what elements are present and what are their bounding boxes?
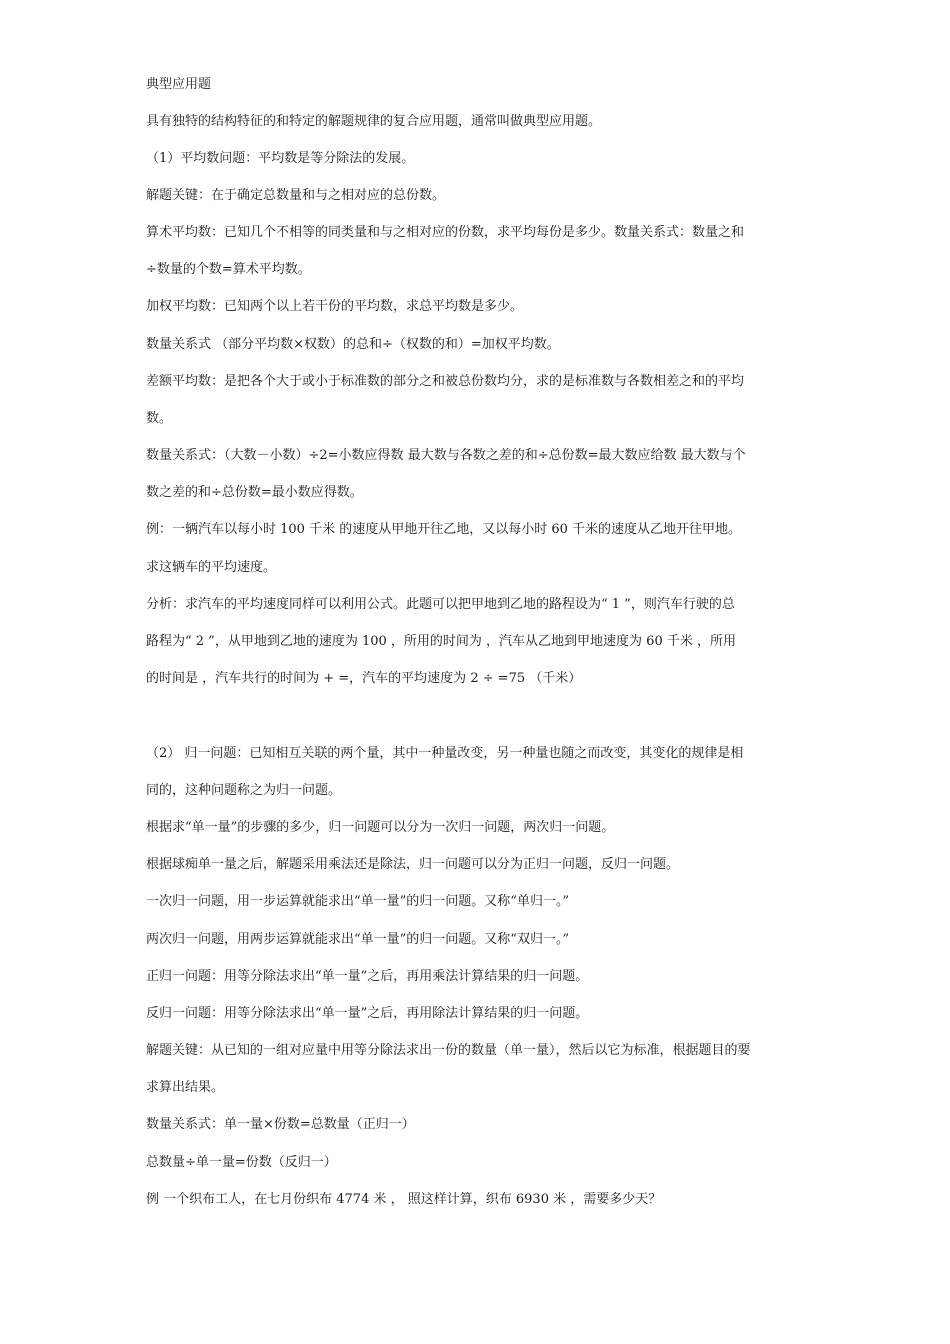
doc-line: 根据球痴单一量之后，解题采用乘法还是除法，归一问题可以分为正归一问题，反归一问题。 — [146, 857, 680, 872]
doc-line: 差额平均数：是把各个大于或小于标准数的部分之和被总份数均分，求的是标准数与各数相差之和的平均 — [146, 374, 745, 389]
doc-line: 两次归一问题，用两步运算就能求出“单一量”的归一问题。又称“双归一。” — [146, 932, 570, 947]
doc-line: 总数量÷单一量=份数（反归一） — [146, 1155, 337, 1170]
section-heading: （2） 归一问题：已知相互关联的两个量，其中一种量改变，另一种量也随之而改变，其变化的规律是相 — [146, 746, 744, 761]
doc-line: 数。 — [146, 411, 173, 426]
doc-line: 根据求“单一量”的步骤的多少，归一问题可以分为一次归一问题，两次归一问题。 — [146, 820, 615, 835]
doc-line: 解题关键：从已知的一组对应量中用等分除法求出一份的数量（单一量），然后以它为标准，根据题目的要 — [146, 1043, 751, 1058]
doc-line: 求算出结果。 — [146, 1080, 225, 1095]
doc-line: ÷数量的个数=算术平均数。 — [146, 262, 311, 277]
doc-line: 数量关系式：单一量×份数=总数量（正归一） — [146, 1117, 415, 1132]
doc-line: 例：一辆汽车以每小时 100 千米 的速度从甲地开往乙地，又以每小时 60 千米的速度从乙地开往甲地。 — [146, 522, 742, 537]
doc-line: 正归一问题：用等分除法求出“单一量”之后，再用乘法计算结果的归一问题。 — [146, 969, 589, 984]
section-heading: （1）平均数问题：平均数是等分除法的发展。 — [146, 151, 415, 166]
doc-line: 数量关系式 （部分平均数×权数）的总和÷（权数的和）=加权平均数。 — [146, 337, 560, 352]
doc-line: 路程为“ 2 ”，从甲地到乙地的速度为 100 ，所用的时间为 ，汽车从乙地到甲地速度为 60 千米 ，所用 — [146, 634, 736, 649]
doc-line: 反归一问题：用等分除法求出“单一量”之后，再用除法计算结果的归一问题。 — [146, 1006, 589, 1021]
doc-line: 例 一个织布工人，在七月份织布 4774 米 ， 照这样计算，织布 6930 米 ，需要多少天？ — [146, 1192, 662, 1207]
doc-line: 同的，这种问题称之为归一问题。 — [146, 783, 342, 798]
doc-line: 数量关系式：（大数－小数）÷2=小数应得数 最大数与各数之差的和÷总份数=最大数应给数 最大数与个 — [146, 448, 746, 463]
doc-line: 一次归一问题，用一步运算就能求出“单一量”的归一问题。又称“单归一。” — [146, 894, 570, 909]
doc-line: 具有独特的结构特征的和特定的解题规律的复合应用题，通常叫做典型应用题。 — [146, 114, 602, 129]
doc-line: 数之差的和÷总份数=最小数应得数。 — [146, 485, 363, 500]
doc-line: 加权平均数：已知两个以上若干份的平均数，求总平均数是多少。 — [146, 299, 524, 314]
doc-line: 算术平均数：已知几个不相等的同类量和与之相对应的份数，求平均每份是多少。数量关系式：数量之和 — [146, 225, 745, 240]
doc-line: 分析：求汽车的平均速度同样可以利用公式。此题可以把甲地到乙地的路程设为“ 1 ”，则汽车行驶的总 — [146, 597, 735, 612]
doc-line: 求这辆车的平均速度。 — [146, 560, 277, 575]
doc-line: 解题关键：在于确定总数量和与之相对应的总份数。 — [146, 188, 446, 203]
doc-title: 典型应用题 — [146, 77, 212, 92]
doc-line: 的时间是 ，汽车共行的时间为 + =，汽车的平均速度为 2 ÷ =75 （千米） — [146, 671, 582, 686]
